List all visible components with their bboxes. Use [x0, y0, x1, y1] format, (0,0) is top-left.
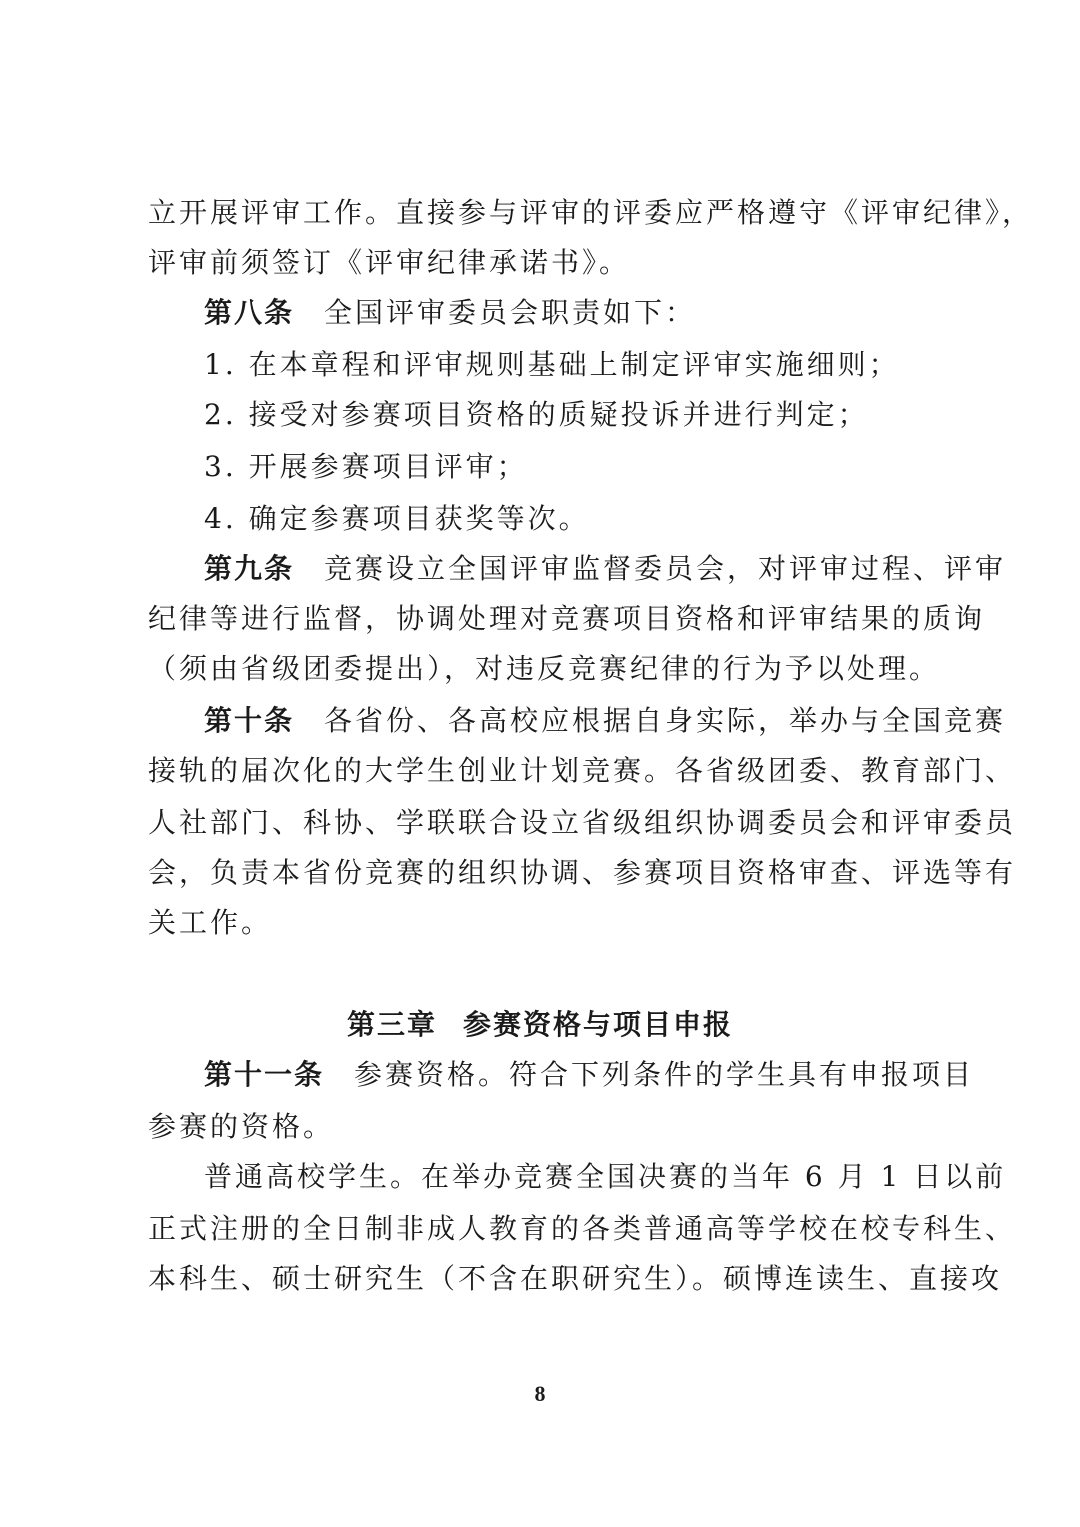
chapter-heading	[148, 1008, 932, 1042]
text-line: 本科生、硕士研究生（不含在职研究生）。硕博连读生、直接攻	[148, 1262, 1003, 1295]
list-item: 1. 在本章程和评审规则基础上制定评审实施细则；	[204, 348, 900, 381]
article-8-label: 第八条	[204, 296, 295, 329]
text-line: 接轨的届次化的大学生创业计划竞赛。各省级团委、教育部门、	[148, 754, 1017, 787]
text-line: 人社部门、科协、学联联合设立省级组织协调委员会和评审委员	[148, 806, 1017, 839]
chapter-title: 参赛资格与项目申报	[463, 1008, 734, 1041]
text-line: 立开展评审工作。直接参与评审的评委应严格遵守《评审纪律》，	[148, 196, 1034, 229]
article-8-text: 全国评审委员会职责如下：	[324, 296, 697, 329]
chapter-number: 第三章	[346, 1008, 437, 1041]
article-10-heading	[204, 704, 1007, 738]
list-item: 3. 开展参赛项目评审；	[204, 450, 528, 483]
article-8-heading	[204, 296, 948, 330]
text-line: 正式注册的全日制非成人教育的各类普通高等学校在校专科生、	[148, 1212, 1017, 1245]
text-line: 普通高校学生。在举办竞赛全国决赛的当年 6 月 1 日以前	[204, 1160, 1007, 1193]
text-line: 关工作。	[148, 906, 273, 939]
text-line: 会，负责本省份竞赛的组织协调、参赛项目资格审查、评选等有	[148, 856, 1017, 889]
article-10-text: 各省份、各高校应根据自身实际，举办与全国竞赛	[324, 704, 1007, 737]
text-line: （须由省级团委提出），对违反竞赛纪律的行为予以处理。	[148, 652, 941, 685]
article-9-heading	[204, 552, 1007, 586]
article-11-label: 第十一条	[204, 1058, 325, 1091]
page-number: 8	[534, 1381, 546, 1406]
text-line: 纪律等进行监督，协调处理对竞赛项目资格和评审结果的质询	[148, 602, 986, 635]
list-item: 4. 确定参赛项目获奖等次。	[204, 502, 590, 535]
article-11-text: 参赛资格。符合下列条件的学生具有申报项目	[354, 1058, 975, 1091]
list-item: 2. 接受对参赛项目资格的质疑投诉并进行判定；	[204, 398, 869, 431]
article-10-label: 第十条	[204, 704, 295, 737]
article-11-heading	[204, 1058, 975, 1092]
article-9-text: 竞赛设立全国评审监督委员会，对评审过程、评审	[324, 552, 1007, 585]
article-9-label: 第九条	[204, 552, 295, 585]
text-line: 参赛的资格。	[148, 1110, 335, 1143]
text-line: 评审前须签订《评审纪律承诺书》。	[148, 246, 631, 279]
